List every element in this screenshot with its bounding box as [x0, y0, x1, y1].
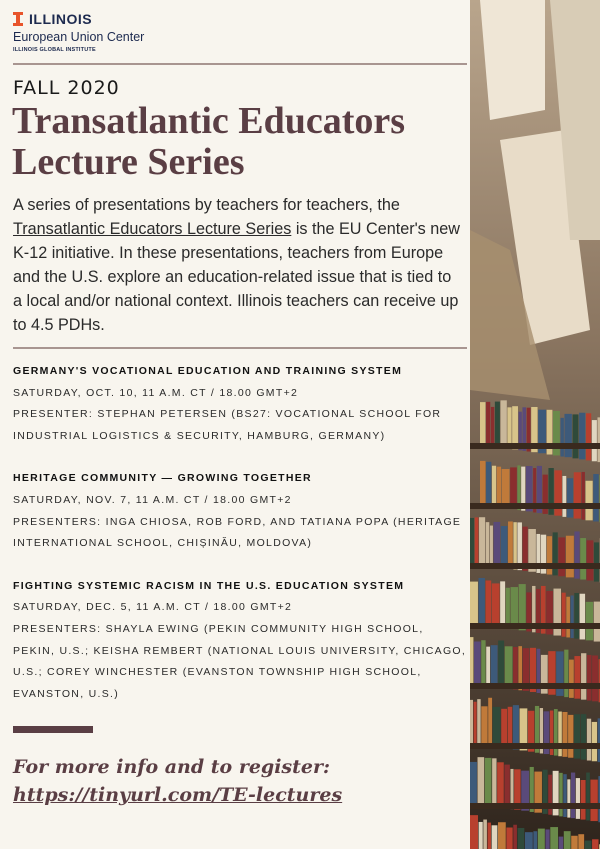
block-i-icon — [13, 12, 23, 26]
book-spine — [510, 587, 518, 629]
book-spine — [492, 758, 496, 806]
book-spine — [562, 593, 566, 637]
book-spine — [558, 712, 562, 757]
book-spine — [485, 758, 492, 805]
book-spine — [517, 522, 522, 570]
divider — [13, 63, 467, 65]
book-spine — [492, 583, 500, 626]
book-spine — [567, 779, 570, 817]
shelf — [470, 683, 600, 689]
intro-text: A series of presentations by teachers for teachers, the — [13, 196, 400, 214]
book-spine — [590, 780, 597, 821]
intro-paragraph — [13, 193, 463, 337]
book-spine — [491, 645, 498, 686]
book-spine — [538, 829, 545, 849]
book-spine — [500, 581, 505, 627]
book-spine — [587, 719, 591, 761]
book-spine — [574, 531, 579, 578]
book-spine — [488, 823, 491, 849]
book-spine — [506, 827, 512, 849]
title-line-2: Lecture Series — [12, 141, 245, 183]
book-spine — [506, 588, 510, 629]
book-spine — [492, 466, 496, 507]
book-spine — [576, 778, 580, 819]
book-spine — [574, 656, 580, 699]
book-spine — [592, 722, 597, 761]
book-spine — [490, 526, 493, 566]
book-spine — [486, 580, 492, 625]
book-spine — [470, 518, 474, 563]
book-spine — [568, 715, 573, 758]
season: FALL 2020 — [13, 77, 120, 99]
event-list — [13, 361, 467, 705]
series-link[interactable]: Transatlantic Educators Lecture Series — [13, 220, 292, 238]
book-spine — [564, 650, 568, 697]
book-spine — [481, 706, 487, 744]
accent-bar — [13, 726, 93, 733]
book-spine — [474, 641, 481, 683]
book-spine — [571, 836, 578, 849]
book-spine — [571, 595, 574, 638]
book-spine — [479, 517, 485, 564]
book-spine — [558, 537, 565, 576]
book-spine — [486, 522, 490, 565]
footer-link-wrap — [13, 781, 467, 809]
intro-text: is the EU Center's new K-12 initiative. In these presentations, teachers from Europe and the U.S. explore an education-related issue that is tied to a local and/or national context. Illinois teachers can receive up to 4.5 PDHs. — [13, 220, 460, 334]
book-spine — [508, 521, 513, 568]
book-spine — [566, 536, 574, 578]
book-spine — [497, 762, 504, 807]
book-spine — [470, 582, 478, 623]
book-spine — [586, 481, 593, 521]
shelf — [470, 623, 600, 629]
event-presenters: PRESENTERS: SHAYLA EWING (PEKIN COMMUNITY HIGH SCHOOL, PEKIN, U.S.; KEISHA REMBERT (NATIONAL LOUIS UNIVERSITY, CHICAGO, U.S.; COREY WINCHESTER (EVANSTON TOWNSHIP HIGH SCHOOL, EVANSTON, U.S.) — [13, 622, 467, 700]
book-spine — [562, 476, 566, 517]
register-link[interactable]: https://tinyurl.com/TE-lectures — [13, 784, 343, 807]
book-spine — [510, 467, 517, 509]
book-spine — [479, 822, 483, 849]
book-spine — [571, 773, 575, 819]
book-spine — [478, 757, 485, 804]
book-spine — [579, 413, 585, 460]
book-spine — [470, 637, 473, 683]
event-1 — [13, 361, 468, 447]
book-spine — [550, 827, 558, 849]
book-spine — [474, 702, 477, 744]
event-title: GERMANY'S VOCATIONAL EDUCATION AND TRAINING SYSTEM — [13, 365, 403, 377]
book-spine — [572, 414, 578, 458]
logo-wordmark: ILLINOIS — [29, 11, 93, 27]
book-spine — [594, 602, 600, 642]
book-spine — [556, 651, 563, 696]
book-spine — [525, 832, 533, 849]
book-spine — [587, 655, 592, 701]
book-spine — [518, 828, 525, 849]
library-bookshelf-photo — [470, 0, 600, 849]
book-spine — [486, 647, 490, 686]
book-spine — [470, 762, 477, 803]
book-spine — [491, 407, 494, 446]
footer-cta: For more info and to register: — [13, 756, 331, 779]
shelf — [470, 743, 600, 749]
book-spine — [507, 407, 511, 448]
title-line-1: Transatlantic Educators — [12, 100, 406, 142]
book-spine — [480, 461, 485, 505]
book-spine — [586, 602, 593, 641]
event-presenters: PRESENTER: STEPHAN PETERSEN (BS27: VOCATIONAL SCHOOL FOR INDUSTRIAL LOGISTICS & SECURITY, HAMBURG, GERMANY) — [13, 408, 442, 442]
book-spine — [501, 526, 508, 568]
book-spine — [560, 418, 563, 457]
book-spine — [492, 825, 498, 849]
book-spine — [564, 831, 571, 849]
book-spine — [513, 825, 517, 849]
book-spine — [578, 834, 584, 849]
book-spine — [502, 469, 510, 508]
book-spine — [585, 841, 592, 849]
shelf — [470, 503, 600, 509]
book-spine — [470, 815, 478, 849]
book-spine — [479, 578, 485, 624]
book-spine — [580, 594, 585, 640]
book-spine — [574, 472, 581, 518]
divider — [13, 347, 467, 349]
book-spine — [498, 822, 506, 849]
event-date: SATURDAY, DEC. 5, 11 A.M. CT / 18.00 GMT+2 — [13, 601, 293, 614]
book-spine — [592, 420, 597, 461]
book-spine — [574, 593, 579, 639]
book-spine — [513, 705, 519, 749]
book-spine — [493, 707, 501, 747]
event-date: SATURDAY, NOV. 7, 11 A.M. CT / 18.00 GMT+2 — [13, 493, 292, 506]
book-spine — [564, 414, 571, 457]
book-spine — [586, 413, 591, 460]
book-spine — [567, 478, 573, 517]
book-spine — [486, 462, 491, 506]
book-spine — [574, 714, 580, 758]
book-spine — [562, 712, 567, 757]
book-spine — [582, 472, 585, 520]
book-spine — [494, 522, 501, 567]
event-presenters: PRESENTERS: INGA CHIOSA, ROB FORD, AND TATIANA POPA (HERITAGE INTERNATIONAL SCHOOL, CHIȘINĂU, MOLDOVA) — [13, 515, 462, 550]
book-spine — [586, 773, 590, 821]
book-spine — [545, 829, 549, 849]
event-2 — [13, 468, 468, 554]
book-spine — [559, 837, 564, 849]
book-spine — [569, 660, 574, 698]
book-spine — [508, 707, 513, 749]
book-spine — [580, 538, 586, 579]
event-3 — [13, 576, 468, 706]
event-date: SATURDAY, OCT. 10, 11 A.M. CT / 18.00 GMT+2 — [13, 386, 299, 399]
shelf — [470, 443, 600, 449]
org-parent: ILLINOIS GLOBAL INSTITUTE — [13, 47, 96, 53]
book-spine — [592, 839, 598, 849]
page-title — [12, 101, 467, 183]
book-spine — [495, 402, 500, 447]
shelf — [470, 563, 600, 569]
book-spine — [594, 542, 599, 581]
book-spine — [497, 467, 501, 507]
shelf — [470, 803, 600, 809]
book-spine — [505, 646, 513, 688]
book-spine — [486, 402, 490, 446]
book-spine — [513, 522, 516, 569]
book-spine — [581, 714, 586, 759]
book-spine — [592, 655, 598, 701]
book-spine — [480, 402, 485, 444]
book-spine — [512, 406, 518, 449]
event-title: FIGHTING SYSTEMIC RACISM IN THE U.S. EDUCATION SYSTEM — [13, 579, 405, 592]
book-spine — [501, 400, 507, 447]
book-spine — [488, 698, 492, 746]
book-spine — [470, 700, 473, 743]
book-spine — [498, 641, 504, 688]
event-title: HERITAGE COMMUNITY — GROWING TOGETHER — [13, 472, 312, 485]
book-spine — [581, 780, 586, 820]
illinois-logo — [13, 11, 467, 27]
book-spine — [533, 831, 537, 849]
book-spine — [593, 474, 598, 521]
book-spine — [563, 774, 566, 817]
book-spine — [501, 709, 507, 748]
org-name: European Union Center — [13, 30, 145, 44]
book-spine — [483, 820, 487, 849]
book-spine — [587, 540, 594, 580]
book-spine — [477, 699, 480, 744]
book-spine — [581, 653, 586, 699]
book-spine — [481, 640, 485, 684]
book-spine — [504, 765, 509, 809]
book-spine — [475, 517, 479, 563]
book-spine — [566, 597, 570, 638]
book-spine — [559, 773, 562, 817]
